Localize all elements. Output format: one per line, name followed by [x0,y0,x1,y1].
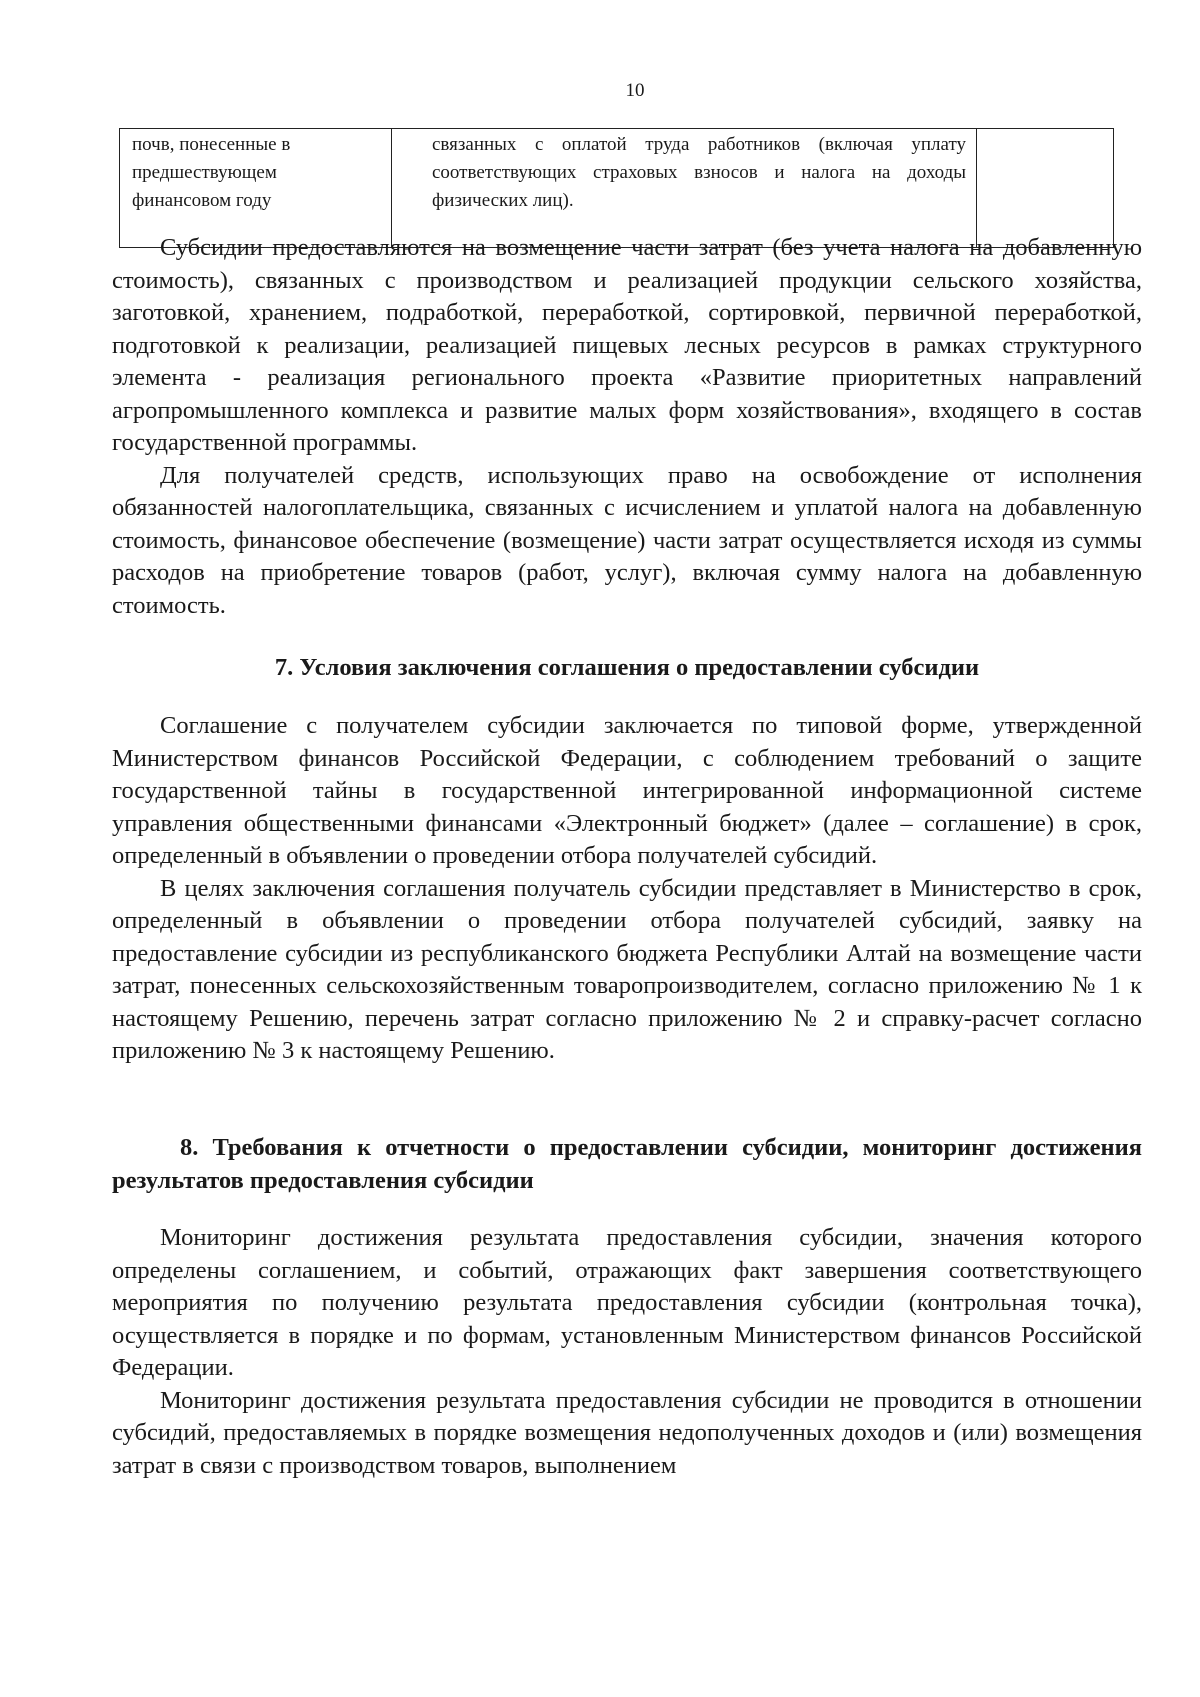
table-cell-expense-type [120,129,392,247]
section-7-text [112,710,1142,1068]
table-cell-text: связанных с оплатой труда работников (включая уплату соответствующих страховых взносов и налога на доходы физических лиц). [432,134,966,211]
paragraph: Мониторинг достижения результата предоставления субсидии не проводится в отношении субсидий, предоставляемых в порядке возмещения недополученных доходов и (или) возмещения затрат в связи с производством товаров, выполнением [112,1386,1142,1479]
table-cell-line: предшествующем [132,162,277,183]
paragraph: Соглашение с получателем субсидии заключается по типовой форме, утвержденной Министерством финансов Российской Федерации, с соблюдением требований о защите государственной тайны в государственной интегрированной информационной системе управления общественными финансами «Электронный бюджет» (далее – соглашение) в срок, определенный в объявлении о проведении отбора получателей субсидий. [112,712,1142,869]
table-cell-line: почв, понесенные в [132,134,291,155]
intro-text [112,232,1142,622]
page-number: 10 [625,80,645,101]
expense-table-row [119,128,1114,248]
paragraph: Субсидии предоставляются на возмещение части затрат (без учета налога на добавленную стоимость), связанных с производством и реализацией продукции сельского хозяйства, заготовкой, хранением, подработкой, переработкой, сортировкой, первичной переработкой, подготовкой к реализации, реализацией пищевых лесных ресурсов в рамках структурного элемента - реализация регионального проекта «Развитие приоритетных направлений агропромышленного комплекса и развитие малых форм хозяйствования», входящего в состав государственной программы. [112,234,1142,456]
table-cell-empty [977,129,1113,247]
paragraph: Для получателей средств, использующих право на освобождение от исполнения обязанностей налогоплательщика, связанных с исчислением и уплатой налога на добавленную стоимость, финансовое обеспечение (возмещение) части затрат осуществляется исходя из суммы расходов на приобретение товаров (работ, услуг), включая сумму налога на добавленную стоимость. [112,461,1142,619]
section-8-text [112,1222,1142,1482]
table-cell-line: финансовом году [132,190,272,211]
table-cell-expense-description [392,129,977,247]
section-7-title: 7. Условия заключения соглашения о предоставлении субсидии [274,654,980,681]
section-8-title: 8. Требования к отчетности о предоставлении субсидии, мониторинг достижения результатов предоставления субсидии [112,1134,1142,1194]
paragraph: Мониторинг достижения результата предоставления субсидии, значения которого определены соглашением, и событий, отражающих факт завершения соответствующего мероприятия по получению результата предоставления субсидии (контрольная точка), осуществляется в порядке и по формам, установленным Министерством финансов Российской Федерации. [112,1224,1142,1381]
paragraph: В целях заключения соглашения получатель субсидии представляет в Министерство в срок, определенный в объявлении о проведении отбора получателей субсидий, заявку на предоставление субсидии из республиканского бюджета Республики Алтай на возмещение части затрат, понесенных сельскохозяйственным товаропроизводителем, согласно приложению № 1 к настоящему Решению, перечень затрат согласно приложению № 2 и справку-расчет согласно приложению № 3 к настоящему Решению. [112,874,1142,1064]
